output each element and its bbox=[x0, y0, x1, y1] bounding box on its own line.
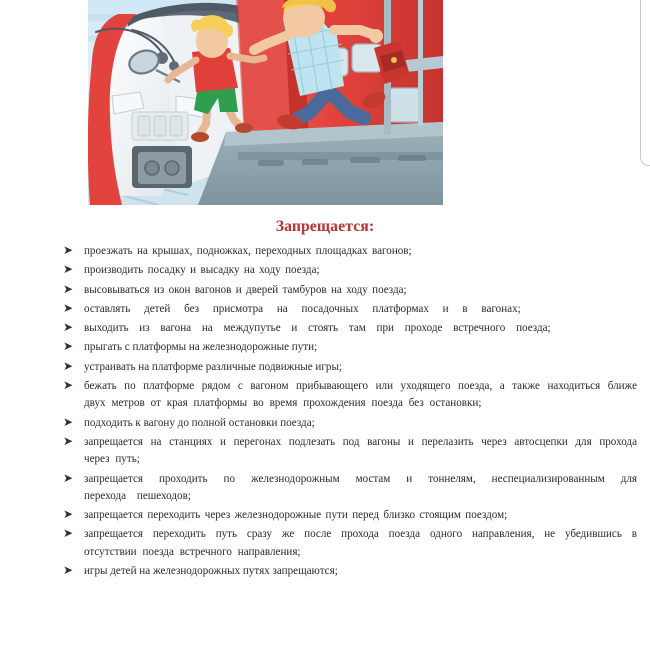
safety-illustration bbox=[88, 0, 443, 205]
list-item bbox=[62, 415, 637, 432]
list-item-text: подходить к вагону до полной остановки поезда; bbox=[84, 416, 315, 429]
children-running-on-railway-platform-image bbox=[88, 0, 443, 205]
arrow-bullet-icon: ➤ bbox=[63, 563, 74, 578]
list-item-text: запрещается на станциях и перегонах подлезать под вагоны и перелазить через автосцепки для прохода через путь; bbox=[84, 435, 637, 466]
list-item bbox=[62, 262, 637, 279]
list-item bbox=[62, 282, 637, 299]
list-item bbox=[62, 339, 637, 356]
panel-edge-decoration bbox=[640, 0, 650, 166]
list-item bbox=[62, 243, 637, 260]
list-item bbox=[62, 507, 637, 524]
arrow-bullet-icon: ➤ bbox=[63, 433, 74, 448]
arrow-bullet-icon: ➤ bbox=[63, 300, 74, 315]
arrow-bullet-icon: ➤ bbox=[63, 378, 74, 393]
list-item-text: запрещается переходить путь сразу же после прохода поезда одного направления, не убедившись в отсутствии поезда встречного направления; bbox=[84, 528, 637, 558]
arrow-bullet-icon: ➤ bbox=[63, 358, 74, 373]
list-item bbox=[62, 471, 637, 506]
list-item-text: запрещается проходить по железнодорожным мостам и тоннелям, неспециализированным для перехода пешеходов; bbox=[84, 472, 637, 502]
list-item bbox=[62, 563, 637, 580]
arrow-bullet-icon: ➤ bbox=[63, 526, 74, 541]
list-item-text: производить посадку и высадку на ходу поезда; bbox=[84, 264, 320, 277]
list-item bbox=[62, 378, 637, 413]
list-item-text: высовываться из окон вагонов и дверей тамбуров на ходу поезда; bbox=[84, 283, 407, 296]
list-item bbox=[62, 526, 637, 561]
arrow-bullet-icon: ➤ bbox=[63, 470, 74, 485]
list-item-text: игры детей на железнодорожных путях запрещаются; bbox=[84, 565, 338, 578]
arrow-bullet-icon: ➤ bbox=[63, 262, 74, 277]
page-title: Запрещается: bbox=[275, 218, 375, 235]
arrow-bullet-icon: ➤ bbox=[63, 243, 74, 257]
list-item-text: запрещается переходить через железнодорожные пути перед близко стоящим поездом; bbox=[84, 509, 508, 522]
arrow-bullet-icon: ➤ bbox=[63, 414, 74, 429]
list-item-text: оставлять детей без присмотра на посадочных платформах и в вагонах; bbox=[84, 302, 521, 315]
list-item bbox=[62, 434, 637, 469]
list-item-text: выходить из вагона на междупутье и стоять там при проходе встречного поезда; bbox=[84, 322, 551, 335]
arrow-bullet-icon: ➤ bbox=[63, 339, 74, 354]
list-item-text: проезжать на крышах, подножках, переходных площадках вагонов; bbox=[84, 245, 412, 257]
list-item-text: устраивать на платформе различные подвижные игры; bbox=[84, 360, 342, 373]
arrow-bullet-icon: ➤ bbox=[63, 507, 74, 522]
list-item-text: прыгать с платформы на железнодорожные пути; bbox=[84, 341, 318, 354]
prohibitions-list bbox=[62, 243, 637, 582]
list-item bbox=[62, 359, 637, 376]
arrow-bullet-icon: ➤ bbox=[63, 281, 74, 296]
list-item bbox=[62, 320, 637, 337]
list-item bbox=[62, 301, 637, 318]
list-item-text: бежать по платформе рядом с вагоном прибывающего или уходящего поезда, а также находиться ближе двух метров от края платформы во время прохождения поезда без остановки; bbox=[84, 380, 637, 410]
arrow-bullet-icon: ➤ bbox=[63, 320, 74, 335]
